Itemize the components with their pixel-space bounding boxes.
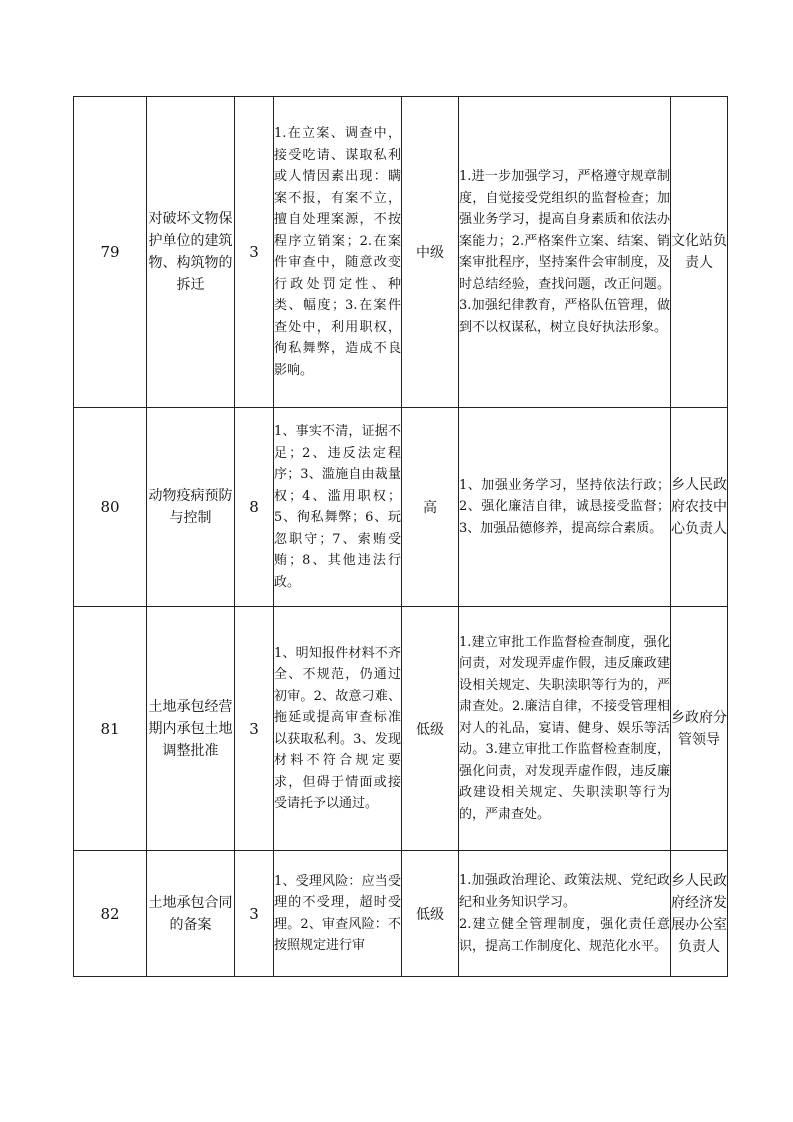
measure-text: 1.进一步加强学习，严格遵守规章制度，自觉接受党组织的监督检查；加强业务学习，提高自身素质和依法办案能力；2.严格案件立案、结案、销案审批程序，坚持案件会审制度，及时总结经验，查找问题，改正问题。3.加强纪律教育，严格队伍管理，做到不以权谋私，树立良好执法形象。: [459, 169, 670, 335]
measure-text: 2.建立健全管理制度，强化责任意识，提高工作制度化、规范化水平。: [459, 917, 670, 954]
risk-level: 中级: [402, 97, 459, 408]
responsible-person: 文化站负责人: [671, 97, 728, 408]
item-name: 对破坏文物保护单位的建筑物、构筑物的拆迁: [147, 97, 235, 408]
risk-count: 8: [235, 408, 274, 607]
table-row: [74, 97, 728, 408]
measure-text: 1、加强业务学习，坚持依法行政；2、强化廉洁自律，诚恳接受监督；3、加强品德修养，提高综合素质。: [459, 477, 670, 536]
measure-text: 1.加强政治理论、政策法规、党纪政纪和业务知识学习。: [459, 873, 670, 910]
row-number: 79: [74, 97, 147, 408]
risk-level: 低级: [402, 851, 459, 977]
risk-count: 3: [235, 97, 274, 408]
prevention-measures: [459, 607, 671, 851]
item-name: 土地承包合同的备案: [147, 851, 235, 977]
table-row: [74, 851, 728, 977]
item-name: 动物疫病预防与控制: [147, 408, 235, 607]
risk-count: 3: [235, 851, 274, 977]
risk-description: 1.在立案、调查中，接受吃请、谋取私利或人情因素出现：瞒案不报，有案不立，擅自处理案源，不按程序立销案；2.在案件审查中，随意改变行政处罚定性、种类、幅度；3.在案件查处中，利用职权，徇私舞弊，造成不良影响。: [274, 97, 402, 408]
row-number: 82: [74, 851, 147, 977]
risk-level: 高: [402, 408, 459, 607]
responsible-person: 乡人民政府经济发展办公室负责人: [671, 851, 728, 977]
item-name: 土地承包经营期内承包土地调整批准: [147, 607, 235, 851]
responsible-person: 乡政府分管领导: [671, 607, 728, 851]
responsible-person: 乡人民政府农技中心负责人: [671, 408, 728, 607]
table-row: [74, 408, 728, 607]
prevention-measures: [459, 97, 671, 408]
prevention-measures: [459, 851, 671, 977]
risk-description: 1、事实不清，证据不足；2、违反法定程序；3、滥施自由裁量权；4、滥用职权；5、徇私舞弊；6、玩忽职守；7、索贿受贿；8、其他违法行政。: [274, 408, 402, 607]
row-number: 81: [74, 607, 147, 851]
risk-description: 1、明知报件材料不齐全、不规范，仍通过初审。2、故意刁难、拖延或提高审查标准以获取私利。3、发现材料不符合规定要求，但碍于情面或接受请托予以通过。: [274, 607, 402, 851]
table-row: [74, 607, 728, 851]
risk-table: [73, 96, 728, 977]
risk-level: 低级: [402, 607, 459, 851]
risk-description: 1、受理风险：应当受理的不受理，超时受理。2、审查风险：不按照规定进行审: [274, 851, 402, 977]
row-number: 80: [74, 408, 147, 607]
prevention-measures: [459, 408, 671, 607]
risk-count: 3: [235, 607, 274, 851]
measure-text: 1.建立审批工作监督检查制度，强化问责，对发现弄虚作假，违反廉政建设相关规定、失职渎职等行为的，严肃查处。2.廉洁自律，不接受管理相对人的礼品，宴请、健身、娱乐等活动。3.建立审批工作监督检查制度，强化问责，对发现弄虚作假，违反廉政建设相关规定、失职渎职等行为的，严肃查处。: [459, 634, 670, 822]
